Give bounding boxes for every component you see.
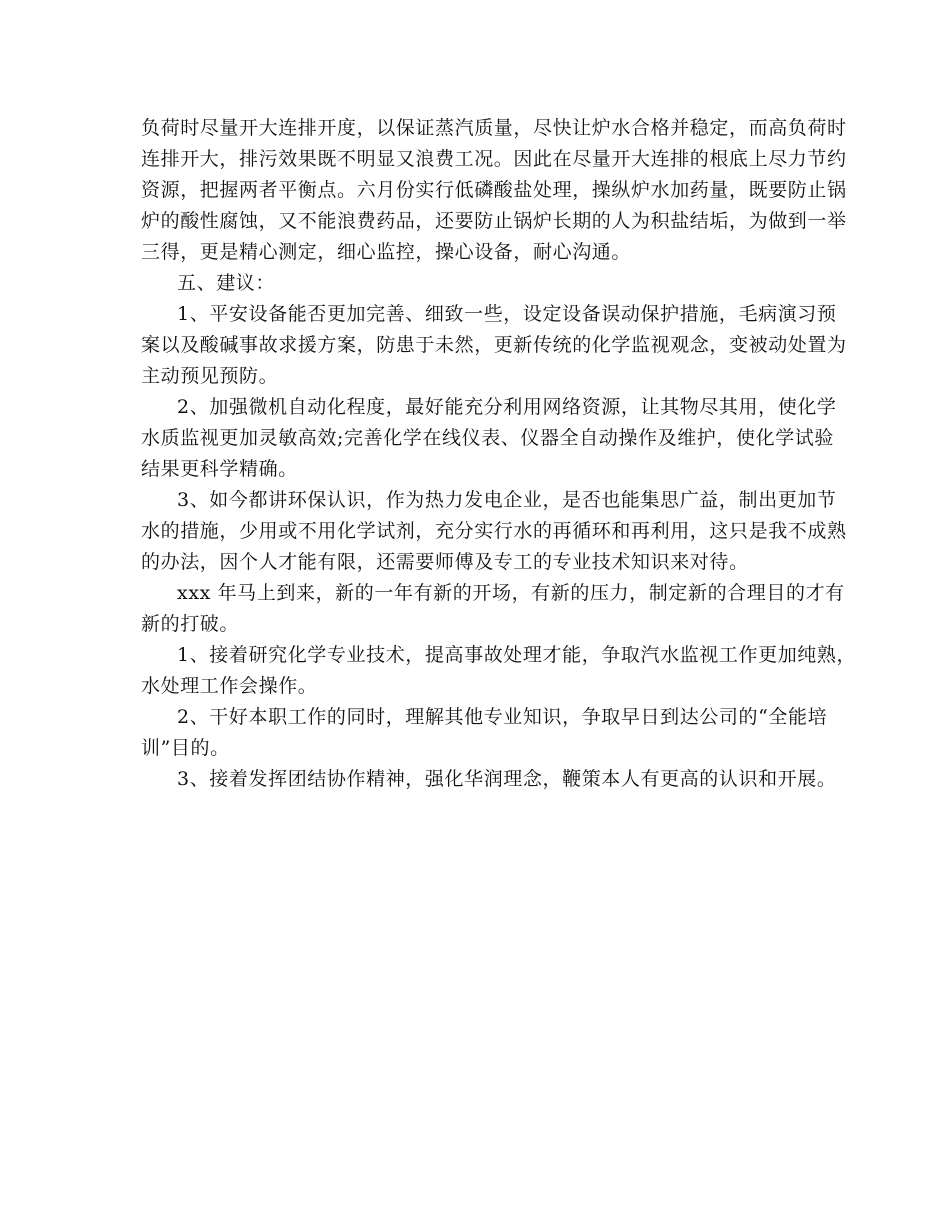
text-line: 五、建议： <box>177 272 276 294</box>
text-line: 水质监视更加灵敏高效;完善化学在线仪表、仪器全自动操作及维护，使化学试验 <box>141 427 835 449</box>
text-line: 负荷时尽量开大连排开度，以保证蒸汽质量，尽快让炉水合格并稳定，而高负荷时 <box>141 117 847 139</box>
text-line: 训”目的。 <box>141 737 230 759</box>
text-line: 炉的酸性腐蚀，又不能浪费药品，还要防止锅炉长期的人为积盐结垢，为做到一举 <box>141 210 847 232</box>
document-body <box>141 113 857 795</box>
text-line: xxx 年马上到来，新的一年有新的开场，有新的压力，制定新的合理目的才有 <box>177 582 845 604</box>
text-line: 资源，把握两者平衡点。六月份实行低磷酸盐处理，操纵炉水加药量，既要防止锅 <box>141 179 847 201</box>
text-line: 3、接着发挥团结协作精神，强化华润理念，鞭策本人有更高的认识和开展。 <box>177 768 837 790</box>
text-line: 1、平安设备能否更加完善、细致一些，设定设备误动保护措施，毛病演习预 <box>177 303 837 325</box>
text-line: 连排开大，排污效果既不明显又浪费工况。因此在尽量开大连排的根底上尽力节约 <box>141 148 847 170</box>
text-line: 水的措施，少用或不用化学试剂，充分实行水的再循环和再利用，这只是我不成熟 <box>141 520 847 542</box>
text-line: 案以及酸碱事故求援方案，防患于未然，更新传统的化学监视观念，变被动处置为 <box>141 334 847 356</box>
text-line: 1、接着研究化学专业技术，提高事故处理才能，争取汽水监视工作更加纯熟， <box>177 644 857 666</box>
text-line: 主动预见预防。 <box>141 365 279 387</box>
text-line: 水处理工作会操作。 <box>141 675 318 697</box>
text-line: 的办法，因个人才能有限，还需要师傅及专工的专业技术知识来对待。 <box>141 551 749 573</box>
text-line: 2、加强微机自动化程度，最好能充分利用网络资源，让其物尽其用，使化学 <box>177 396 837 418</box>
text-line: 3、如今都讲环保认识，作为热力发电企业，是否也能集思广益，制出更加节 <box>177 489 837 511</box>
text-line: 三得，更是精心测定，细心监控，操心设备，耐心沟通。 <box>141 241 632 263</box>
text-line: 2、干好本职工作的同时，理解其他专业知识，争取早日到达公司的“全能培 <box>177 706 828 728</box>
text-line: 结果更科学精确。 <box>141 458 298 480</box>
text-line: 新的打破。 <box>141 613 240 635</box>
